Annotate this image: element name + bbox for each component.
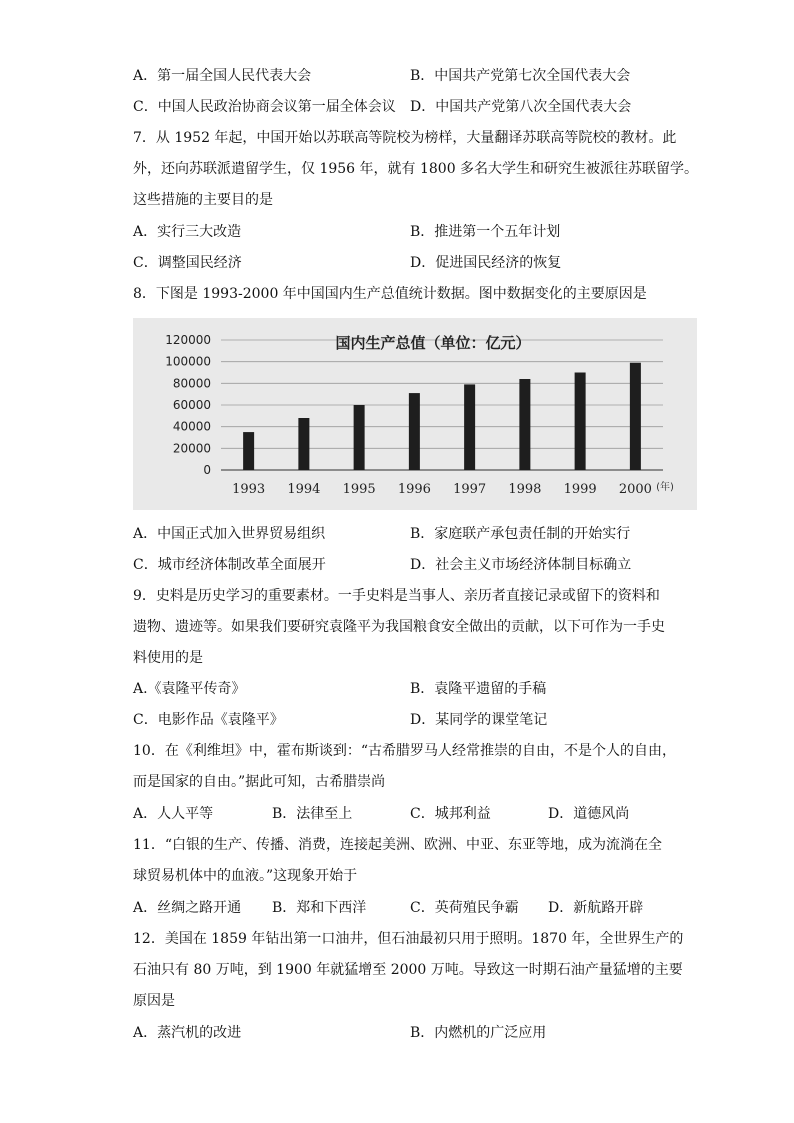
q6-option-d: D．中国共产党第八次全国代表大会 <box>410 99 632 115</box>
q10-option-b: B．法律至上 <box>272 806 353 822</box>
bar-1996 <box>409 393 420 470</box>
bar-1993 <box>243 432 254 470</box>
chart-x-ticks <box>232 482 652 497</box>
q12-stem-line2: 石油只有 80 万吨，到 1900 年就猛增至 2000 万吨。导致这一时期石油产量猛增的主要 <box>133 962 683 978</box>
chart-bars <box>243 363 641 470</box>
y-tick-label: 100000 <box>165 354 211 369</box>
q9-option-a: A.《袁隆平传奇》 <box>133 681 246 697</box>
q6-option-b: B．中国共产党第七次全国代表大会 <box>410 68 631 84</box>
y-tick-label: 0 <box>203 463 211 477</box>
q7-stem-line2: 外，还向苏联派遣留学生，仅 1956 年，就有 1800 多名大学生和研究生被派往苏联留学。 <box>133 161 699 177</box>
q9-stem-line1: 9．史料是历史学习的重要素材。一手史料是当事人、亲历者直接记录或留下的资料和 <box>133 588 660 604</box>
q10-stem-line2: 而是国家的自由。”据此可知，古希腊崇尚 <box>133 774 386 790</box>
gdp-bar-chart <box>133 318 697 510</box>
q12-option-a: A．蒸汽机的改进 <box>133 1025 242 1041</box>
q6-option-c: C．中国人民政治协商会议第一届全体会议 <box>133 99 396 115</box>
q11-option-c: C．英荷殖民争霸 <box>410 900 519 916</box>
bar-1998 <box>519 379 530 470</box>
x-tick-label-1999: 1999 <box>563 482 597 497</box>
q10-option-a: A．人人平等 <box>133 806 214 822</box>
q11-option-a: A．丝绸之路开通 <box>133 900 242 916</box>
q10-stem-line1: 10．在《利维坦》中，霍布斯谈到：“古希腊罗马人经常推崇的自由，不是个人的自由， <box>133 743 676 759</box>
bar-1999 <box>575 373 586 471</box>
q7-stem-line3: 这些措施的主要目的是 <box>133 192 273 208</box>
gdp-chart-svg <box>133 318 697 510</box>
x-tick-label-2000: 2000 <box>618 482 652 497</box>
q7-option-d: D．促进国民经济的恢复 <box>410 255 562 271</box>
x-tick-label-1998: 1998 <box>508 482 542 497</box>
q10-option-c: C．城邦利益 <box>410 806 491 822</box>
y-tick-label: 40000 <box>172 419 211 434</box>
q7-stem-line1: 7．从 1952 年起，中国开始以苏联高等院校为榜样，大量翻译苏联高等院校的教材。此 <box>133 130 677 146</box>
q9-stem-line3: 料使用的是 <box>133 650 203 666</box>
q12-option-b: B．内燃机的广泛应用 <box>410 1025 547 1041</box>
q9-stem-line2: 遗物、遗迹等。如果我们要研究袁隆平为我国粮食安全做出的贡献，以下可作为一手史 <box>133 619 665 635</box>
y-tick-label: 120000 <box>165 333 211 347</box>
y-tick-label: 80000 <box>172 376 211 391</box>
q8-stem-line1: 8．下图是 1993-2000 年中国国内生产总值统计数据。图中数据变化的主要原因是 <box>133 286 647 302</box>
y-tick-label: 60000 <box>172 398 211 412</box>
q11-stem-line1: 11．“白银的生产、传播、消费，连接起美洲、欧洲、中亚、东亚等地，成为流淌在全 <box>133 837 662 853</box>
q8-option-a: A．中国正式加入世界贸易组织 <box>133 526 326 542</box>
y-tick-label: 20000 <box>172 441 211 456</box>
chart-grid <box>221 340 663 470</box>
q8-option-d: D．社会主义市场经济体制目标确立 <box>410 557 632 573</box>
bar-1994 <box>298 418 309 470</box>
q11-option-b: B．郑和下西洋 <box>272 900 367 916</box>
q11-option-d: D．新航路开辟 <box>548 900 644 916</box>
bar-1995 <box>354 405 365 470</box>
bar-2000 <box>630 363 641 470</box>
q7-option-a: A．实行三大改造 <box>133 224 242 240</box>
x-tick-label-1996: 1996 <box>397 482 431 497</box>
q9-option-b: B．袁隆平遗留的手稿 <box>410 681 547 697</box>
q11-stem-line2: 球贸易机体中的血液。”这现象开始于 <box>133 868 358 884</box>
x-tick-label-1995: 1995 <box>342 482 376 497</box>
q7-option-c: C．调整国民经济 <box>133 255 242 271</box>
x-tick-label-1997: 1997 <box>453 482 487 497</box>
chart-x-axis-label: (年) <box>656 482 674 493</box>
q7-option-b: B．推进第一个五年计划 <box>410 224 561 240</box>
q6-option-a: A．第一届全国人民代表大会 <box>133 68 312 84</box>
chart-y-ticks <box>165 333 211 477</box>
x-tick-label-1994: 1994 <box>287 482 321 497</box>
q8-option-b: B．家庭联产承包责任制的开始实行 <box>410 526 631 542</box>
q10-option-d: D．道德风尚 <box>548 806 630 822</box>
q9-option-d: D．某同学的课堂笔记 <box>410 712 548 728</box>
chart-title: 国内生产总值（单位：亿元） <box>335 334 531 352</box>
q8-option-c: C．城市经济体制改革全面展开 <box>133 557 326 573</box>
x-tick-label-1993: 1993 <box>232 482 266 497</box>
q9-option-c: C．电影作品《袁隆平》 <box>133 712 284 728</box>
q12-stem-line3: 原因是 <box>133 993 175 1009</box>
q12-stem-line1: 12．美国在 1859 年钻出第一口油井，但石油最初只用于照明。1870 年，全世界生产的 <box>133 931 684 947</box>
bar-1997 <box>464 384 475 470</box>
